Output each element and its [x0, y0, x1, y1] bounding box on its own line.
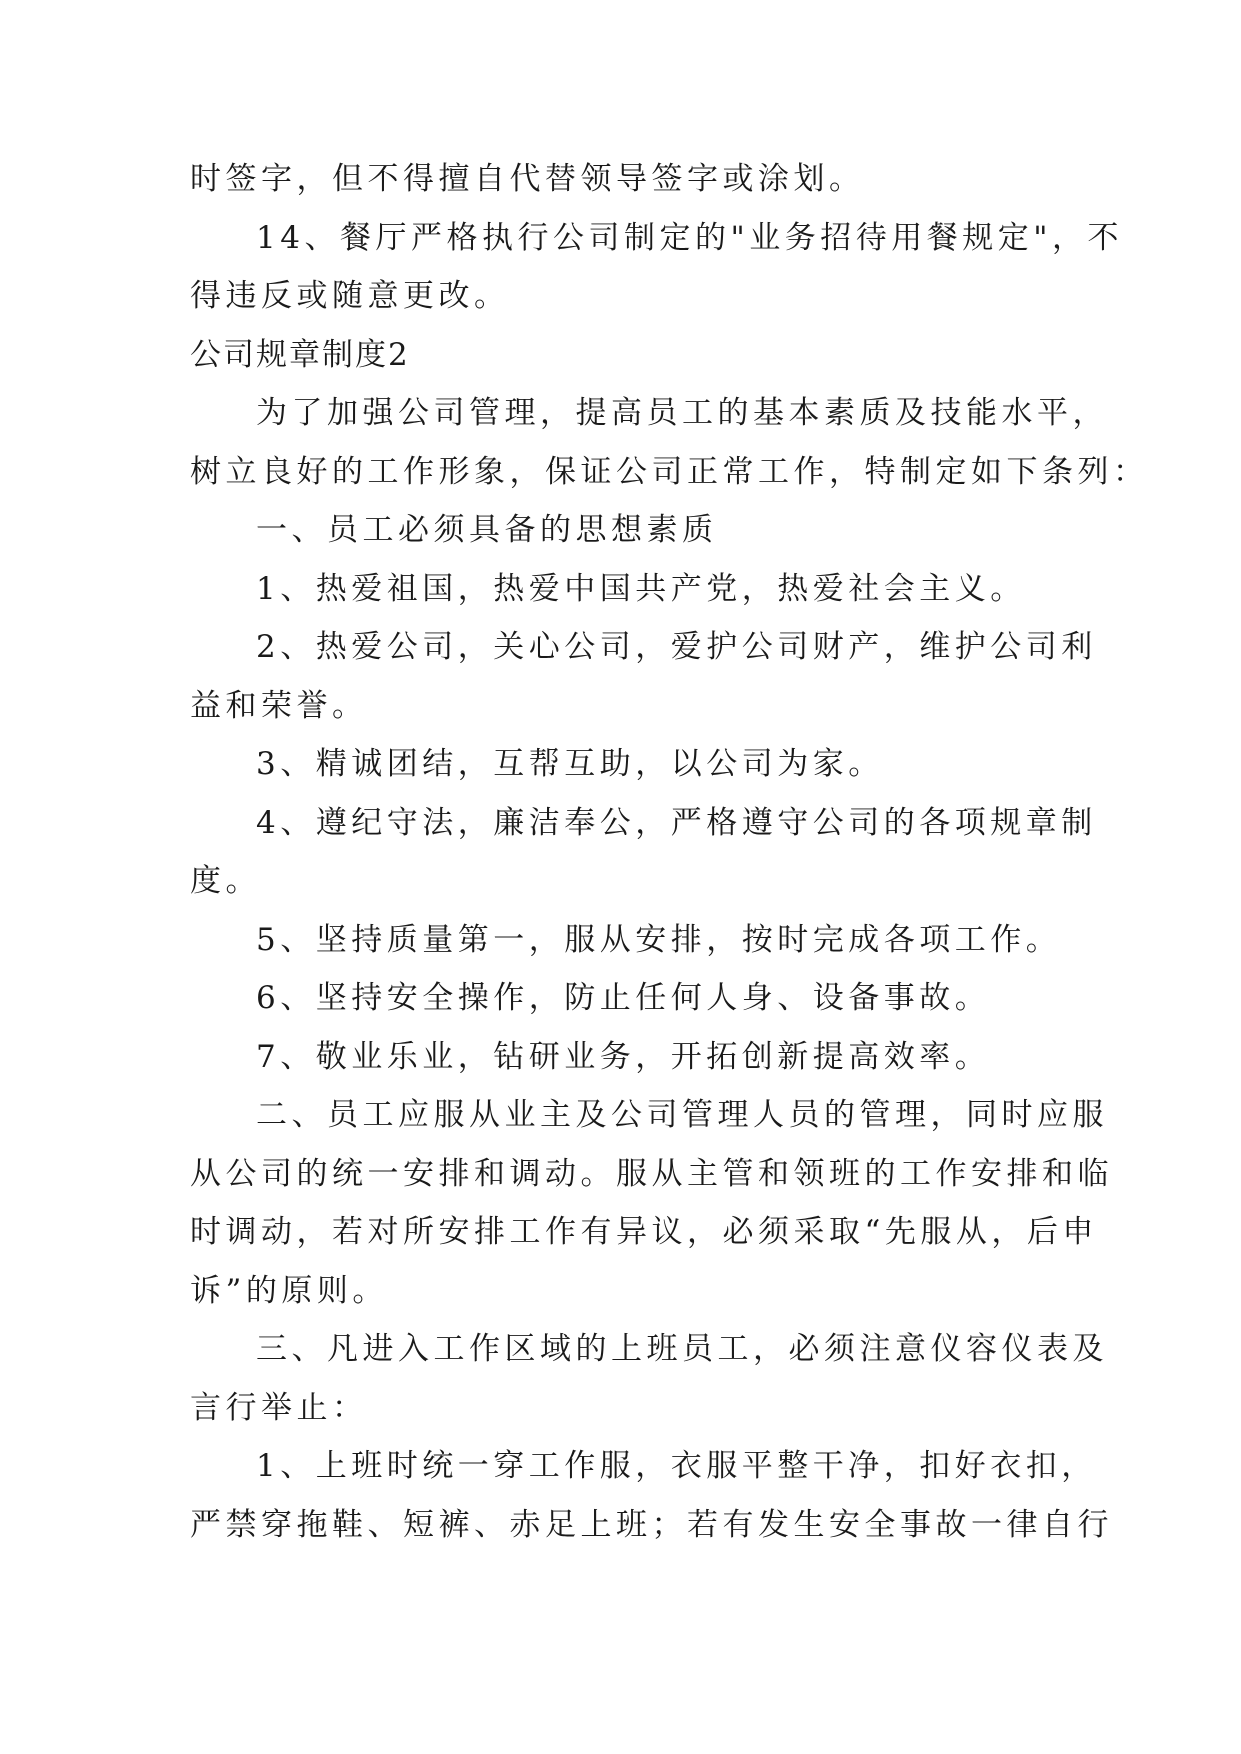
text-line: 时调动，若对所安排工作有异议，必须采取“先服从，后申 — [190, 1214, 1098, 1250]
text-line: 树立良好的工作形象，保证公司正常工作，特制定如下条列： — [190, 453, 1149, 490]
text-line: 为了加强公司管理，提高员工的基本素质及技能水平， — [256, 395, 1108, 431]
text-line: 1、上班时统一穿工作服，衣服平整干净，扣好衣扣， — [256, 1448, 1097, 1484]
text-line: 1、热爱祖国，热爱中国共产党，热爱社会主义。 — [256, 570, 1026, 607]
text-line: 得违反或随意更改。 — [190, 278, 510, 314]
text-line: 三、凡进入工作区域的上班员工，必须注意仪容仪表及 — [256, 1331, 1108, 1367]
text-line: 一、员工必须具备的思想素质 — [256, 512, 718, 548]
text-line: 14、餐厅严格执行公司制定的"业务招待用餐规定"，不 — [256, 219, 1123, 256]
text-line: 严禁穿拖鞋、短裤、赤足上班；若有发生安全事故一律自行 — [190, 1506, 1113, 1543]
text-line: 诉”的原则。 — [190, 1272, 388, 1309]
text-line: 7、敬业乐业，钻研业务，开拓创新提高效率。 — [256, 1038, 991, 1075]
text-line: 5、坚持质量第一，服从安排，按时完成各项工作。 — [256, 921, 1062, 958]
text-line: 3、精诚团结，互帮互助，以公司为家。 — [256, 746, 884, 782]
text-line: 言行举止： — [190, 1389, 368, 1426]
document-body — [190, 150, 1149, 1554]
section-heading: 公司规章制度2 — [190, 336, 410, 373]
text-line: 益和荣誉。 — [190, 687, 368, 724]
text-line: 时签字，但不得擅自代替领导签字或涂划。 — [190, 161, 865, 197]
text-line: 从公司的统一安排和调动。服从主管和领班的工作安排和临 — [190, 1155, 1113, 1192]
text-line: 二、员工应服从业主及公司管理人员的管理，同时应服 — [256, 1097, 1108, 1133]
text-line: 4、遵纪守法，廉洁奉公，严格遵守公司的各项规章制 — [256, 804, 1097, 841]
text-line: 度。 — [190, 863, 261, 899]
text-line: 2、热爱公司，关心公司，爱护公司财产，维护公司利 — [256, 629, 1097, 665]
text-line: 6、坚持安全操作，防止任何人身、设备事故。 — [256, 980, 991, 1016]
